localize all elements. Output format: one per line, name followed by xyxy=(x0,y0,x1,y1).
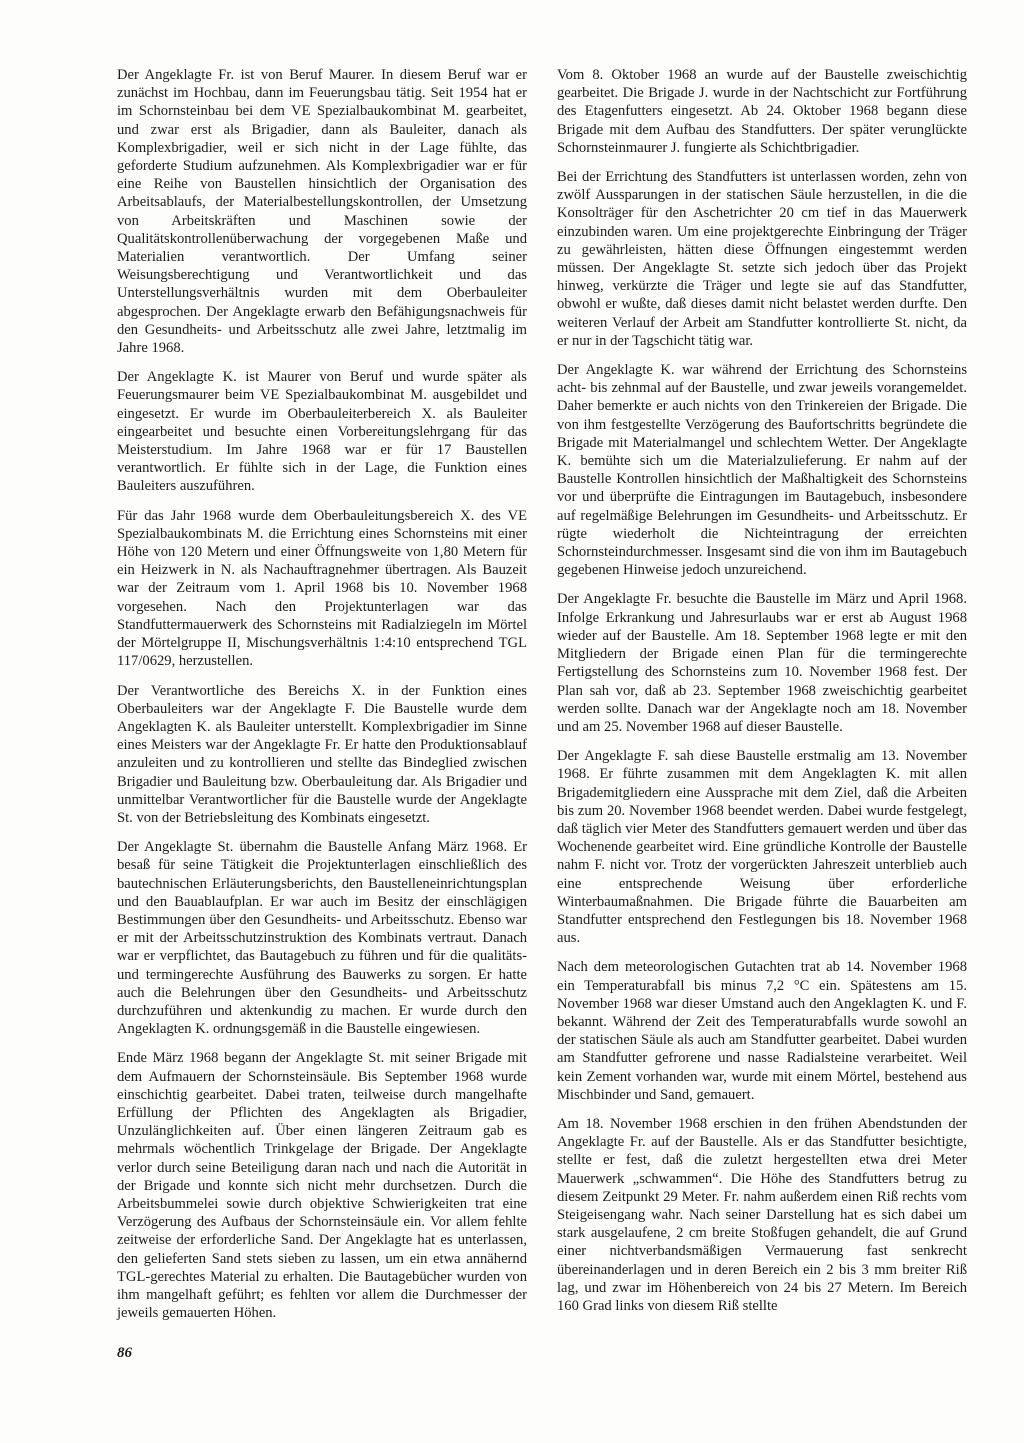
paragraph: Der Angeklagte St. übernahm die Baustelle Anfang März 1968. Er besaß für seine Tätigkeit die Projektunterlagen einschließlich des bautechnischen Erläuterungsberichts, den Baustelleneinrichtungsplan und den Bauablaufplan. Er war auch im Besitz der einschlägigen Bestimmungen über den Gesundheits- und Arbeitsschutz. Ebenso war er mit der Arbeitsschutzinstruktion des Kombinats vertraut. Danach war er verpflichtet, das Bautagebuch zu führen und für die qualitäts- und termingerechte Ausführung des Bauwerks zu sorgen. Er hatte auch die Belehrungen über den Gesundheits- und Arbeitsschutz durchzuführen und aktenkundig zu machen. Er wurde durch den Angeklagten K. ordnungsgemäß in die Baustelle eingewiesen. xyxy=(117,839,527,1038)
left-text-column xyxy=(117,66,527,1333)
paragraph: Nach dem meteorologischen Gutachten trat ab 14. November 1968 ein Temperaturabfall bis minus 7,2 °C ein. Spätestens am 15. November 1968 war dieser Umstand auch den Angeklagten K. und F. bekannt. Während der Zeit des Temperaturabfalls wurde sowohl an der statischen Säule als auch am Standfutter gearbeitet. Dabei wurden am Standfutter gefrorene und nasse Radialsteine verarbeitet. Weil kein Zement vorhanden war, wurde mit einem Mörtel, bestehend aus Mischbinder und Sand, gemauert. xyxy=(557,959,967,1103)
paragraph: Der Angeklagte K. war während der Errichtung des Schornsteins acht- bis zehnmal auf der Baustelle, und zwar jeweils vorangemeldet. Daher bemerkte er auch nichts von den Trinkereien der Brigade. Die von ihm festgestellte Verzögerung des Baufortschritts begründete die Brigade mit Materialmangel und schlechtem Wetter. Der Angeklagte K. bemühte sich um die Materialzulieferung. Er nahm auf der Baustelle Kontrollen hinsichtlich der Maßhaltigkeit des Schornsteins vor und überprüfte die Eintragungen im Bautagebuch, insbesondere auf regelmäßige Belehrungen im Gesundheits- und Arbeitsschutz. Er rügte wiederholt die Nichteintragung der erreichten Schornsteindurchmesser. Insgesamt sind die von ihm im Bautagebuch gegebenen Hinweise jedoch unzureichend. xyxy=(557,362,967,579)
page-number: 86 xyxy=(117,1345,132,1361)
paragraph: Der Verantwortliche des Bereichs X. in der Funktion eines Oberbauleiters war der Angeklagte F. Die Baustelle wurde dem Angeklagten K. als Bauleiter unterstellt. Komplexbrigadier im Sinne eines Meisters war der Angeklagte Fr. Er hatte den Produktionsablauf anzuleiten und zu kontrollieren und stellte das Bindeglied zwischen Brigadier und Bauleitung bzw. Oberbauleitung dar. Als Brigadier und unmittelbar Verantwortlicher für die Baustelle wurde der Angeklagte St. von der Betriebsleitung des Kombinats eingesetzt. xyxy=(117,682,527,826)
paragraph: Vom 8. Oktober 1968 an wurde auf der Baustelle zweischichtig gearbeitet. Die Brigade J. wurde in der Nachtschicht zur Fortführung des Etagenfutters eingesetzt. Ab 24. Oktober 1968 begann diese Brigade mit dem Aufbau des Standfutters. Der später verunglückte Schornsteinmaurer J. fungierte als Schichtbrigadier. xyxy=(557,67,967,156)
paragraph: Am 18. November 1968 erschien in den frühen Abendstunden der Angeklagte Fr. auf der Baustelle. Als er das Standfutter besichtigte, stellte er fest, daß die zuletzt hergestellten etwa drei Meter Mauerwerk „schwammen“. Die Höhe des Standfutters betrug zu diesem Zeitpunkt 29 Meter. Fr. nahm außerdem einen Riß rechts vom Steigeisengang wahr. Nach seiner Darstellung hat es sich dabei um stark ausgelaufene, 2 cm breite Stoßfugen gehandelt, die auf Grund einer nichtverbandsmäßigen Vermauerung fast senkrecht übereinanderlagen und in deren Bereich ein 2 bis 3 mm breiter Riß lag, und zwar im Höhenbereich von 24 bis 27 Metern. Im Bereich 160 Grad links von diesem Riß stellte xyxy=(557,1115,967,1314)
paragraph: Ende März 1968 begann der Angeklagte St. mit seiner Brigade mit dem Aufmauern der Schornsteinsäule. Bis September 1968 wurde einschichtig gearbeitet. Dabei traten, teilweise durch mangelhafte Erfüllung der Pflichten des Angeklagten als Brigadier, Unzulänglichkeiten auf. Über einen längeren Zeitraum gab es mehrmals wöchentlich Trinkgelage der Brigade. Der Angeklagte verlor durch seine Beteiligung daran nach und nach die Autorität in der Brigade und konnte sich nicht mehr durchsetzen. Durch die Arbeitsbummelei sowie durch objektive Schwierigkeiten trat eine Verzögerung des Aufbaus der Schornsteinsäule ein. Vor allem fehlte zeitweise der erforderliche Sand. Der Angeklagte hat es unterlassen, den gelieferten Sand stets sieben zu lassen, um ein etwa annähernd TGL-gerechtes Material zu erhalten. Die Bautagebücher wurden von ihm mangelhaft geführt; es fehlten vor allem die Durchmesser der jeweils gemauerten Höhen. xyxy=(117,1050,527,1322)
right-text-column xyxy=(557,66,967,1326)
paragraph: Bei der Errichtung des Standfutters ist unterlassen worden, zehn von zwölf Aussparungen in der statischen Säule herzustellen, in die die Konsolträger für den Aschetrichter 20 cm tief in das Mauerwerk einzubinden waren. Um eine projektgerechte Einbringung der Träger zu gewährleisten, hätten diese Öffnungen eingestemmt werden müssen. Der Angeklagte St. setzte sich jedoch über das Projekt hinweg, verkürzte die Träger und legte sie auf das Standfutter, obwohl er wußte, daß dieses damit nicht belastet werden durfte. Den weiteren Verlauf der Arbeit am Standfutter kontrollierte St. nicht, da er nur in der Tagschicht tätig war. xyxy=(557,169,967,349)
paragraph: Der Angeklagte K. ist Maurer von Beruf und wurde später als Feuerungsmaurer beim VE Spezialbaukombinat M. ausgebildet und eingesetzt. Er wurde im Oberbauleiterbereich X. als Bauleiter eingearbeitet und besuchte einen Vorbereitungslehrgang für das Meisterstudium. Im Jahre 1968 war er für 17 Baustellen verantwortlich. Er fühlte sich in der Lage, die Funktion eines Bauleiters auszuführen. xyxy=(117,369,527,495)
paragraph: Für das Jahr 1968 wurde dem Oberbauleitungsbereich X. des VE Spezialbaukombinats M. die Errichtung eines Schornsteins mit einer Höhe von 120 Metern und einer Öffnungsweite von 1,80 Metern für ein Heizwerk in N. als Nachauftragnehmer übertragen. Als Bauzeit war der Zeitraum vom 1. April 1968 bis 10. November 1968 vorgesehen. Nach den Projektunterlagen war das Standfuttermauerwerk des Schornsteins mit Radialziegeln im Mörtel der Mörtelgruppe II, Mischungsverhältnis 1:4:10 entsprechend TGL 117/0629, herzustellen. xyxy=(117,507,527,670)
paragraph: Der Angeklagte Fr. besuchte die Baustelle im März und April 1968. Infolge Erkrankung und Jahresurlaubs war er erst ab August 1968 wieder auf der Baustelle. Am 18. September 1968 legte er mit den Mitgliedern der Brigade einen Plan für die termingerechte Fertigstellung des Schornsteins zum 10. November 1968 fest. Der Plan sah vor, daß ab 23. September 1968 zweischichtig gearbeitet werden sollte. Danach war der Angeklagte noch am 18. November und am 25. November 1968 auf dieser Baustelle. xyxy=(557,591,967,735)
paragraph: Der Angeklagte F. sah diese Baustelle erstmalig am 13. November 1968. Er führte zusammen mit dem Angeklagten K. mit allen Brigademitgliedern eine Aussprache mit dem Ziel, daß die Arbeiten bis zum 20. November 1968 beendet werden. Dabei wurde festgelegt, daß täglich vier Meter des Standfutters gemauert werden und über das Wochenende gearbeitet wird. Eine gründliche Kontrolle der Baustelle nahm F. nicht vor. Trotz der vorgerückten Jahreszeit unterblieb auch eine entsprechende Weisung über erforderliche Winterbaumaßnahmen. Die Brigade führte die Bauarbeiten am Standfutter entsprechend den Festlegungen bis 18. November 1968 aus. xyxy=(557,748,967,947)
paragraph: Der Angeklagte Fr. ist von Beruf Maurer. In diesem Beruf war er zunächst im Hochbau, dann im Feuerungsbau tätig. Seit 1954 hat er im Schornsteinbau bei dem VE Spezialbaukombinat M. gearbeitet, und zwar erst als Brigadier, dann als Bauleiter, danach als Komplexbrigadier, weil er sich nicht in der Lage fühlte, das geforderte Studium aufzunehmen. Als Komplexbrigadier war er für eine Reihe von Baustellen hinsichtlich der Organisation des Arbeitsablaufs, der Materialbestellungskontrollen, der Umsetzung von Arbeitskräften und Maschinen sowie der Qualitätskontrollenüberwachung der vorgegebenen Maße und Materialien verantwortlich. Der Umfang seiner Weisungsberechtigung und Verantwortlichkeit und das Unterstellungsverhältnis wurden mit dem Oberbauleiter abgesprochen. Der Angeklagte erwarb den Befähigungsnachweis für den Gesundheits- und Arbeitsschutz alle zwei Jahre, letztmalig im Jahre 1968. xyxy=(117,67,527,357)
